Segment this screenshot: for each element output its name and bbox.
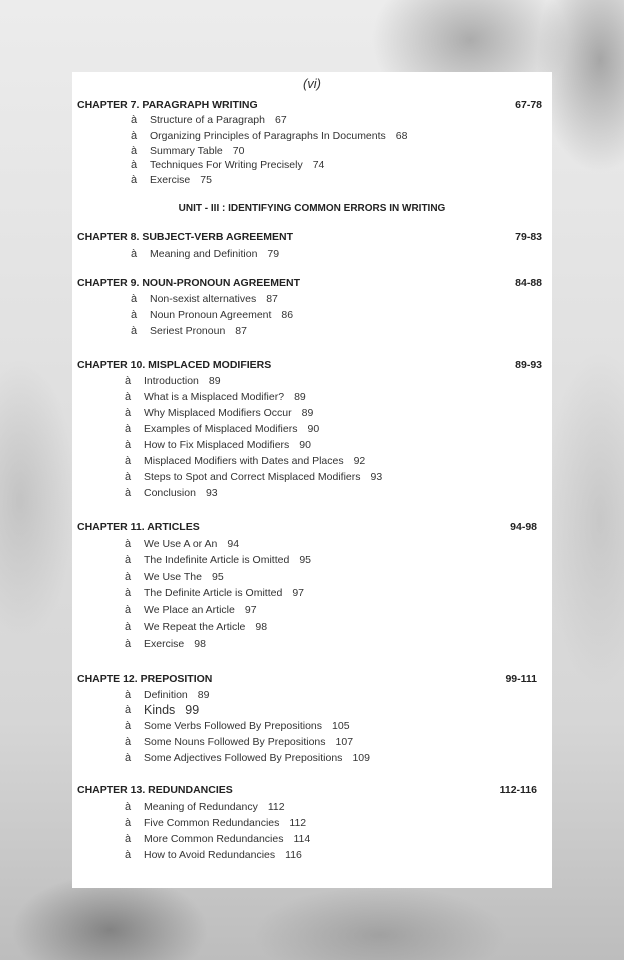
entry-page: 93 — [205, 487, 218, 499]
entry-page: 97 — [292, 587, 304, 599]
chapter-page-range: 67-78 — [515, 99, 542, 111]
entry-title: Kinds — [144, 703, 176, 717]
entry-page: 89 — [197, 689, 210, 701]
arrow-bullet-icon: à — [125, 439, 132, 451]
entry-page: 79 — [267, 248, 280, 260]
entry-page: 67 — [274, 114, 287, 126]
arrow-bullet-icon: à — [125, 407, 132, 419]
chapter-title: CHAPTE 12. PREPOSITION — [77, 673, 213, 685]
entry-title: Conclusion — [144, 487, 196, 499]
entry-page: 105 — [332, 720, 350, 732]
entry-page: 89 — [294, 391, 306, 403]
entry-page: 98 — [194, 638, 206, 650]
arrow-bullet-icon: à — [131, 248, 138, 260]
entry-title: Organizing Principles of Paragraphs In Documents — [150, 130, 386, 142]
arrow-bullet-icon: à — [131, 130, 138, 142]
entry-title: Definition — [144, 689, 188, 701]
arrow-bullet-icon: à — [125, 554, 132, 566]
entry-page: 92 — [353, 455, 366, 467]
entry-page: 87 — [266, 293, 278, 305]
arrow-bullet-icon: à — [125, 455, 132, 467]
arrow-bullet-icon: à — [125, 736, 132, 748]
arrow-bullet-icon: à — [131, 114, 138, 126]
chapter-title: CHAPTER 7. PARAGRAPH WRITING — [77, 99, 258, 111]
chapter-page-range: 99-111 — [505, 673, 537, 685]
entry-page: 112 — [289, 817, 307, 829]
entry-title: More Common Redundancies — [144, 833, 284, 845]
entry-title: Summary Table — [150, 145, 223, 157]
arrow-bullet-icon: à — [125, 817, 132, 829]
entry-page: 97 — [244, 604, 257, 616]
arrow-bullet-icon: à — [125, 423, 132, 435]
arrow-bullet-icon: à — [125, 849, 132, 861]
entry-title: Exercise — [150, 174, 191, 186]
chapter-page-range: 89-93 — [515, 359, 542, 371]
entry-page: 95 — [211, 571, 224, 583]
entry-title: Examples of Misplaced Modifiers — [144, 423, 298, 435]
entry-page: 68 — [395, 130, 408, 142]
chapter-heading-10 — [77, 358, 542, 372]
entry-title: Structure of a Paragraph — [150, 114, 265, 126]
entry-title: We Use A or An — [144, 538, 218, 550]
entry-page: 99 — [185, 703, 200, 717]
arrow-bullet-icon: à — [131, 159, 138, 171]
chapter-page-range: 94-98 — [510, 521, 537, 533]
arrow-bullet-icon: à — [125, 538, 132, 550]
entry-title: We Place an Article — [144, 604, 235, 616]
arrow-bullet-icon: à — [125, 704, 132, 716]
entry-title: Some Verbs Followed By Prepositions — [144, 720, 323, 732]
entry-page: 107 — [335, 736, 354, 748]
page-number: (vi) — [302, 76, 322, 91]
entry-title: Some Nouns Followed By Prepositions — [144, 736, 326, 748]
entry-title: Exercise — [144, 638, 185, 650]
chapter-heading-13 — [77, 783, 542, 797]
arrow-bullet-icon: à — [125, 487, 132, 499]
entry-page: 74 — [312, 159, 325, 171]
entry-title: Why Misplaced Modifiers Occur — [144, 407, 292, 419]
entry-page: 95 — [299, 554, 312, 566]
arrow-bullet-icon: à — [125, 801, 132, 813]
arrow-bullet-icon: à — [125, 587, 132, 599]
entry-title: How to Avoid Redundancies — [144, 849, 276, 861]
chapter-heading-9 — [77, 276, 542, 290]
document-page — [72, 72, 552, 888]
chapter-page-range: 112-116 — [499, 784, 537, 796]
arrow-bullet-icon: à — [125, 604, 132, 616]
entry-page: 90 — [299, 439, 311, 451]
arrow-bullet-icon: à — [125, 833, 132, 845]
arrow-bullet-icon: à — [125, 621, 132, 633]
chapter-heading-12 — [77, 672, 542, 686]
entry-title: What is a Misplaced Modifier? — [144, 391, 285, 403]
entry-title: Techniques For Writing Precisely — [150, 159, 303, 171]
entry-title: Misplaced Modifiers with Dates and Places — [144, 455, 344, 467]
entry-page: 90 — [307, 423, 320, 435]
entry-page: 86 — [281, 309, 294, 321]
arrow-bullet-icon: à — [131, 174, 138, 186]
arrow-bullet-icon: à — [125, 375, 132, 387]
entry-page: 109 — [352, 752, 370, 764]
entry-page: 98 — [255, 621, 268, 633]
arrow-bullet-icon: à — [131, 325, 138, 337]
entry-page: 89 — [301, 407, 314, 419]
entry-page: 75 — [200, 174, 212, 186]
arrow-bullet-icon: à — [125, 571, 132, 583]
entry-page: 94 — [227, 538, 240, 550]
arrow-bullet-icon: à — [125, 638, 132, 650]
chapter-title: CHAPTER 11. ARTICLES — [77, 521, 200, 533]
entry-title: How to Fix Misplaced Modifiers — [144, 439, 290, 451]
chapter-title: CHAPTER 9. NOUN-PRONOUN AGREEMENT — [77, 277, 301, 289]
chapter-title: CHAPTER 13. REDUNDANCIES — [77, 784, 233, 796]
entry-title: Five Common Redundancies — [144, 817, 280, 829]
entry-page: 89 — [208, 375, 221, 387]
entry-page: 112 — [267, 801, 285, 813]
entry-title: Steps to Spot and Correct Misplaced Modifiers — [144, 471, 361, 483]
entry-page: 87 — [235, 325, 247, 337]
arrow-bullet-icon: à — [125, 689, 132, 701]
entry-title: Meaning and Definition — [150, 248, 258, 260]
arrow-bullet-icon: à — [125, 752, 132, 764]
entry-page: 70 — [232, 145, 245, 157]
entry-page: 116 — [285, 849, 302, 861]
entry-title: Seriest Pronoun — [150, 325, 226, 337]
arrow-bullet-icon: à — [125, 391, 132, 403]
arrow-bullet-icon: à — [131, 145, 138, 157]
entry-title: The Indefinite Article is Omitted — [144, 554, 290, 566]
chapter-page-range: 84-88 — [515, 277, 542, 289]
unit-heading: UNIT - III : IDENTIFYING COMMON ERRORS IN WRITING — [178, 203, 446, 214]
chapter-heading-8 — [77, 230, 542, 244]
chapter-heading-11 — [77, 520, 542, 534]
entry-page: 114 — [293, 833, 311, 845]
entry-title: Some Adjectives Followed By Prepositions — [144, 752, 343, 764]
arrow-bullet-icon: à — [131, 309, 138, 321]
chapter-title: CHAPTER 10. MISPLACED MODIFIERS — [77, 359, 272, 371]
chapter-page-range: 79-83 — [515, 231, 542, 243]
entry-title: Introduction — [144, 375, 199, 387]
chapter-heading-7 — [77, 98, 542, 112]
entry-title: Noun Pronoun Agreement — [150, 309, 272, 321]
entry-title: We Use The — [144, 571, 202, 583]
arrow-bullet-icon: à — [125, 471, 132, 483]
entry-title: Meaning of Redundancy — [144, 801, 258, 813]
entry-page: 93 — [370, 471, 383, 483]
entry-title: The Definite Article is Omitted — [144, 587, 283, 599]
arrow-bullet-icon: à — [125, 720, 132, 732]
entry-title: We Repeat the Article — [144, 621, 246, 633]
chapter-title: CHAPTER 8. SUBJECT-VERB AGREEMENT — [77, 231, 294, 243]
arrow-bullet-icon: à — [131, 293, 138, 305]
entry-title: Non-sexist alternatives — [150, 293, 257, 305]
